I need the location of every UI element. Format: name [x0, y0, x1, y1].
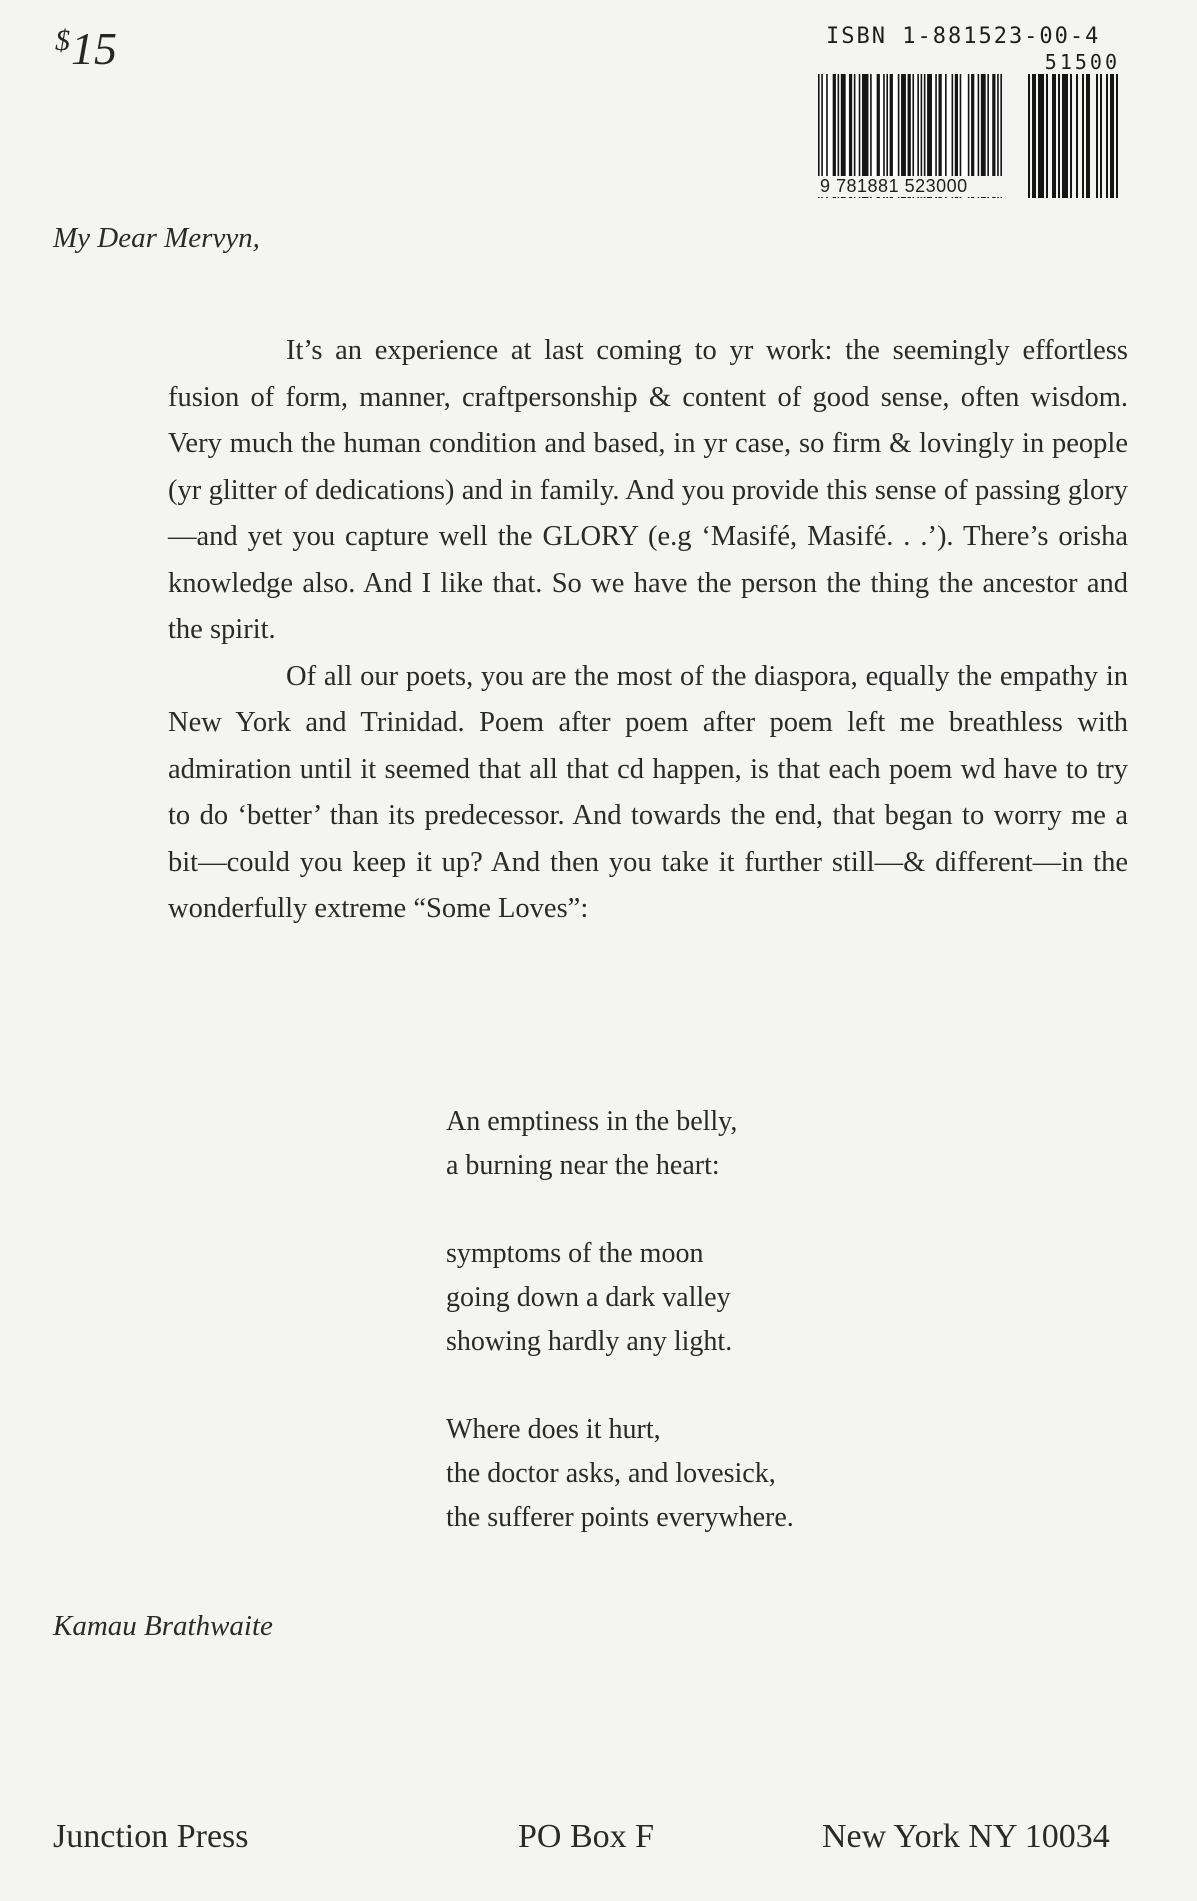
poem-line: Where does it hurt, [446, 1414, 661, 1445]
price-label [55, 22, 117, 75]
isbn-barcode [818, 24, 1120, 200]
price-addon-barcode-bars [1028, 74, 1120, 198]
poem-line: symptoms of the moon [446, 1238, 704, 1269]
price-symbol: $ [55, 24, 70, 57]
poem-line: showing hardly any light. [446, 1326, 733, 1357]
letter-body [168, 328, 1128, 933]
publisher-address: PO Box F [518, 1818, 655, 1855]
letter-signature: Kamau Brathwaite [53, 1610, 273, 1642]
poem-line: going down a dark valley [446, 1282, 731, 1313]
letter-salutation: My Dear Mervyn, [53, 222, 260, 254]
ean-digits: 9 781881 523000 [818, 176, 1010, 197]
letter-paragraph: Of all our poets, you are the most of the diaspora, equally the empathy in New York and Trinidad. Poem after poem after poem left me breathless with admiration until it seemed that all that cd happen, is that each poem wd have to try to do ‘better’ than its predecessor. And towards the end, that began to worry me a bit—could you keep it up? And then you take it further still—& different—in the wonderfully extreme “Some Loves”: [168, 660, 1128, 924]
poem-stanza [446, 1232, 794, 1364]
publisher-name: Junction Press [53, 1818, 249, 1855]
letter-paragraph: It’s an experience at last coming to yr work: the seemingly effortless fusion of form, manner, craftpersonship & content of good sense, often wisdom. Very much the human condition and based, in yr case, so firm & lovingly in people (yr glitter of dedications) and in family. And you provide this sense of passing glory—and yet you capture well the GLORY (e.g ‘Masifé, Masifé. . .’). There’s orisha knowledge also. And I like that. So we have the person the thing the ancestor and the spirit. [168, 335, 1128, 645]
price-code-text: 51500 [1044, 50, 1120, 74]
poem-line: the sufferer points everywhere. [446, 1502, 794, 1533]
poem-excerpt [446, 1100, 794, 1584]
poem-line: An emptiness in the belly, [446, 1106, 738, 1137]
poem-line: a burning near the heart: [446, 1150, 720, 1181]
price-amount: 15 [71, 23, 117, 74]
poem-stanza [446, 1408, 794, 1540]
poem-line: the doctor asks, and lovesick, [446, 1458, 776, 1489]
publisher-city: New York NY 10034 [822, 1818, 1110, 1855]
poem-stanza [446, 1100, 794, 1188]
isbn-text: ISBN 1-881523-00-4 [826, 24, 1101, 49]
